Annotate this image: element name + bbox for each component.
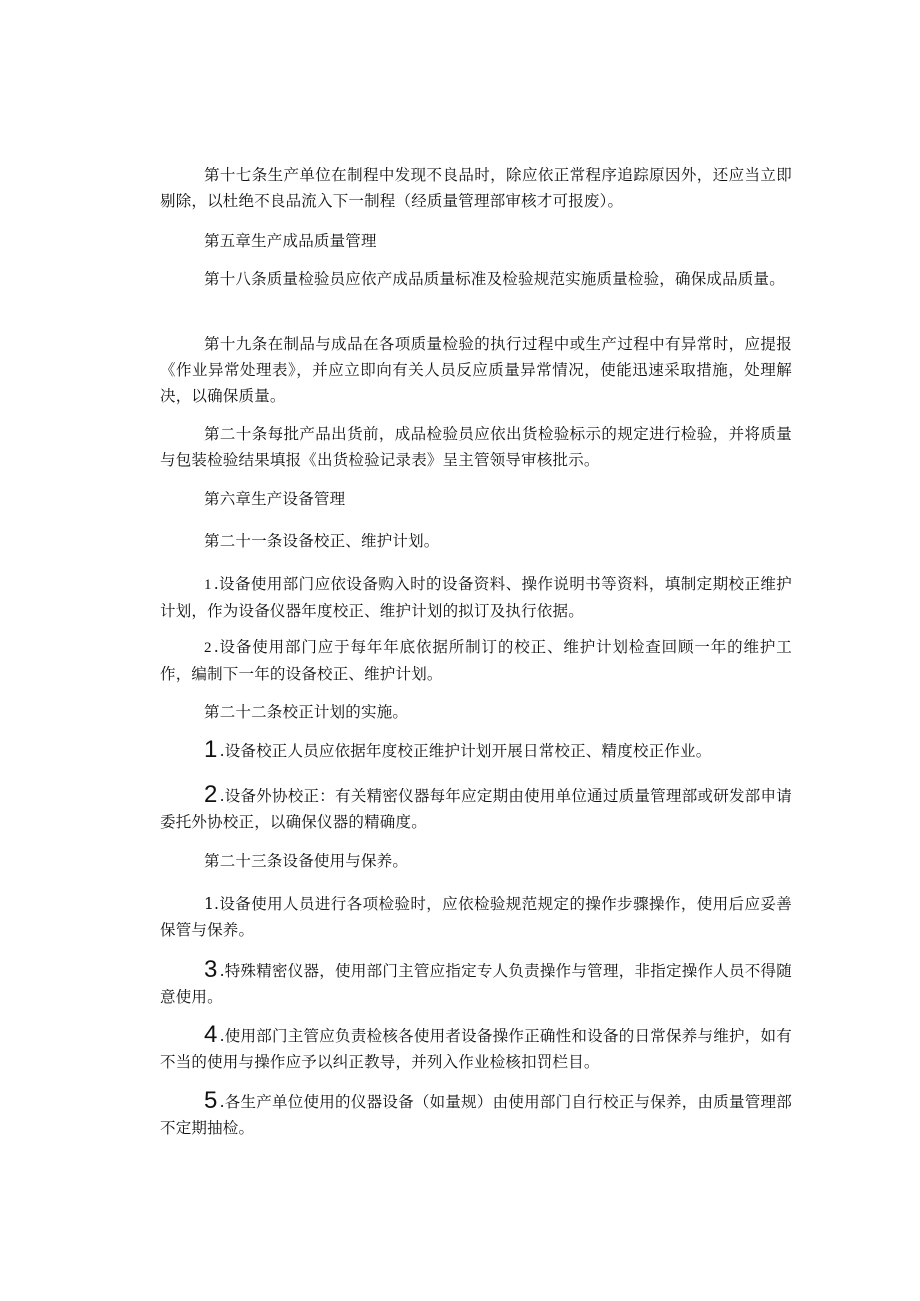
article-18: 第十八条质量检验员应依产成品质量标准及检验规范实施质量检验，确保成品质量。 [204, 270, 785, 288]
chapter-6-heading: 第六章生产设备管理 [204, 490, 346, 508]
item-number: 4 [204, 1021, 218, 1048]
article-23-item-3: 3 .特殊精密仪器，使用部门主管应指定专人负责操作与管理，非指定操作人员不得随意使用。 [160, 956, 792, 1006]
article-22-item-2: 2 .设备外协校正：有关精密仪器每年应定期由使用单位通过质量管理部或研发部申请委托外协校正，以确保仪器的精确度。 [160, 781, 792, 831]
article-19: 第十九条在制品与成品在各项质量检验的执行过程中或生产过程中有异常时，应提报《作业异常处理表》，并应立即向有关人员反应质量异常情况，使能迅速采取措施，处理解决，以确保质量。 [160, 335, 792, 405]
article-22: 第二十二条校正计划的实施。 [204, 703, 409, 721]
article-23-item-4: 4 .使用部门主管应负责检核各使用者设备操作正确性和设备的日常保养与维护，如有不当的使用与操作应予以纠正教导，并列入作业检核扣罚栏目。 [160, 1021, 792, 1071]
item-number: 2 [204, 781, 218, 808]
article-21-item-1: 1 .设备使用部门应依设备购入时的设备资料、操作说明书等资料，填制定期校正维护计划，作为设备仪器年度校正、维护计划的拟订及执行依据。 [160, 575, 792, 620]
article-22-item-1: 1 .设备校正人员应依据年度校正维护计划开展日常校正、精度校正作业。 [204, 736, 712, 763]
article-23: 第二十三条设备使用与保养。 [204, 852, 409, 870]
item-number: 3 [204, 956, 218, 983]
item-number: 2 [204, 640, 212, 656]
article-17: 第十七条生产单位在制程中发现不良品时，除应依正常程序追踪原因外，还应当立即剔除，以杜绝不良品流入下一制程（经质量管理部审核才可报废）。 [160, 166, 792, 210]
chapter-5-heading: 第五章生产成品质量管理 [204, 232, 377, 250]
item-number: 1 [204, 736, 218, 763]
article-23-item-1: 1.设备使用人员进行各项检验时，应依检验规范规定的操作步骤操作，使用后应妥善保管与保养。 [160, 895, 792, 939]
article-20: 第二十条每批产品出货前，成品检验员应依出货检验标示的规定进行检验，并将质量与包装检验结果填报《出货检验记录表》呈主管领导审核批示。 [160, 425, 792, 469]
article-21-item-2: 2 .设备使用部门应于每年年底依据所制订的校正、维护计划检查回顾一年的维护工作，编制下一年的设备校正、维护计划。 [160, 638, 792, 683]
article-21: 第二十一条设备校正、维护计划。 [204, 532, 440, 550]
article-23-item-5: 5 .各生产单位使用的仪器设备（如量规）由使用部门自行校正与保养，由质量管理部不定期抽检。 [160, 1087, 792, 1137]
item-number: 5 [204, 1087, 218, 1114]
item-number: 1 [204, 577, 212, 593]
